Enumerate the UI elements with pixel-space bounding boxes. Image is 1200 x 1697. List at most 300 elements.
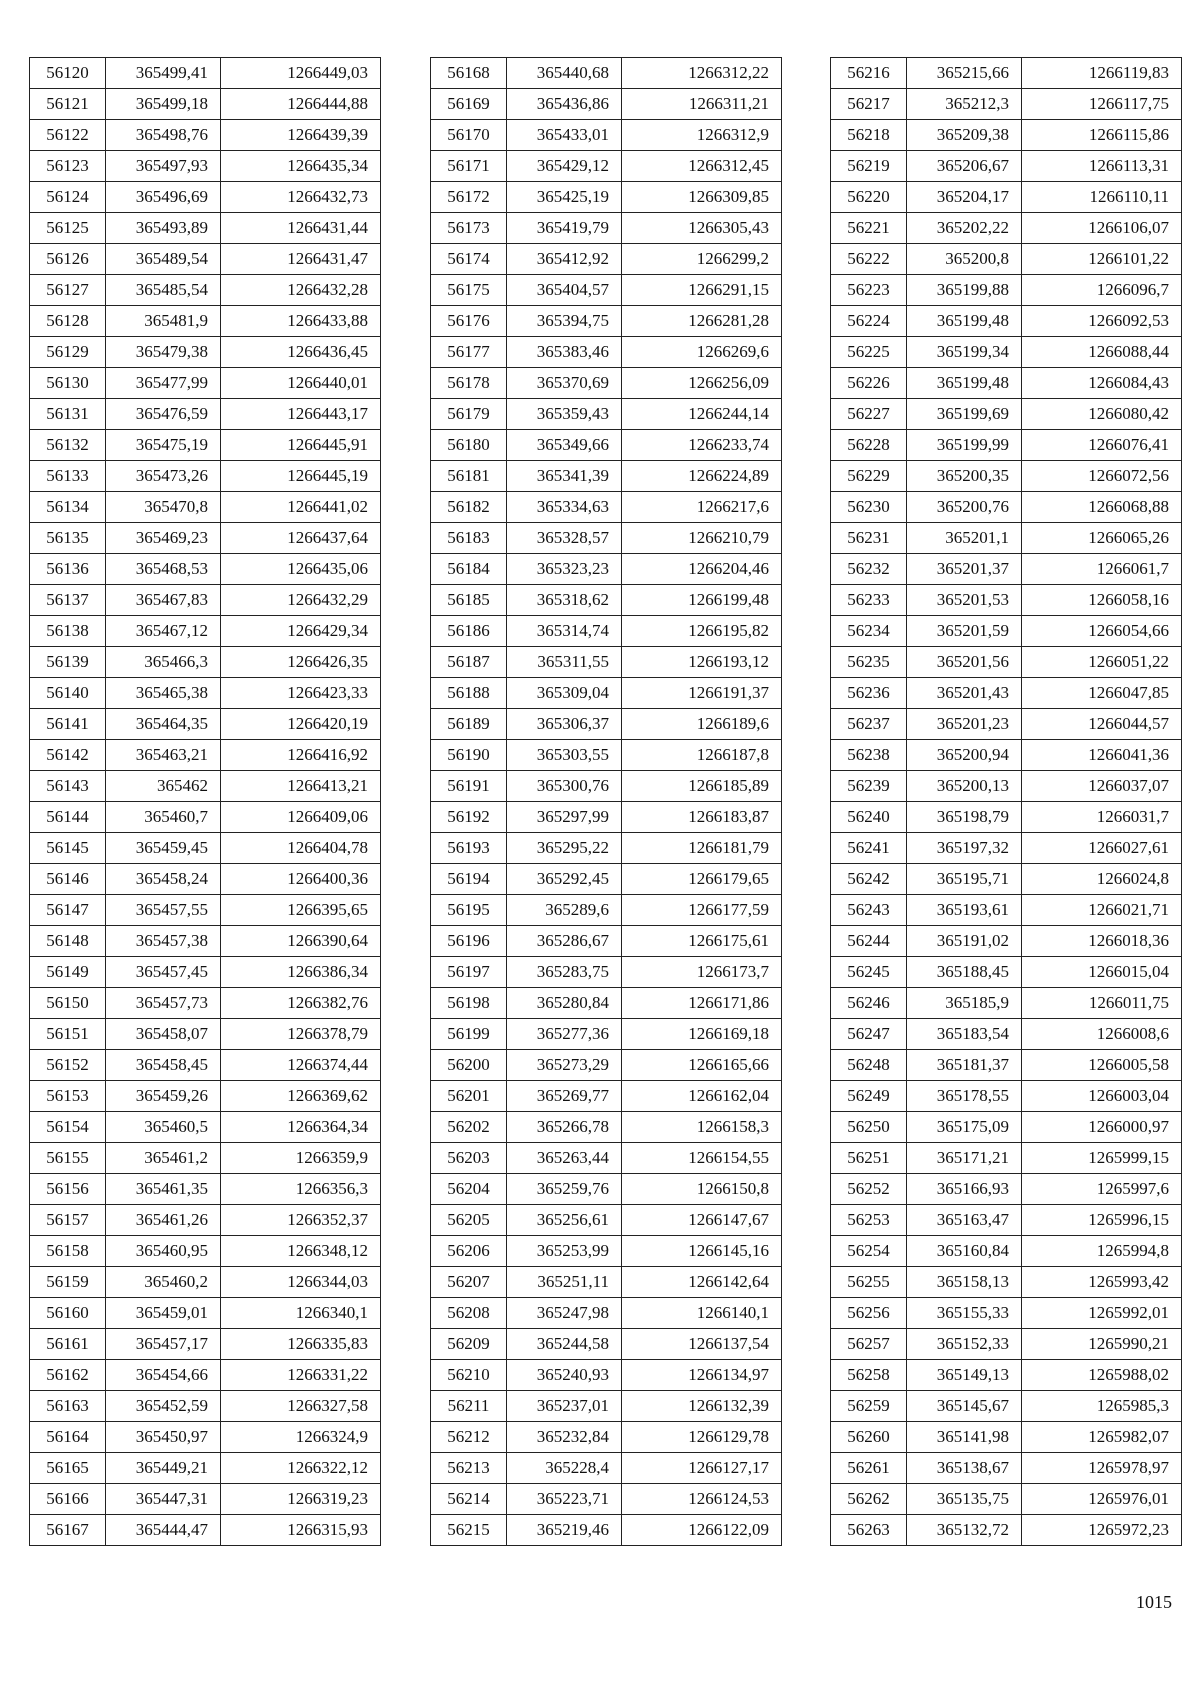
x-coordinate-cell: 365200,35 [907, 461, 1022, 492]
point-id-cell: 56145 [30, 833, 106, 864]
y-coordinate-cell: 1266003,04 [1022, 1081, 1182, 1112]
y-coordinate-cell: 1266193,12 [622, 647, 782, 678]
x-coordinate-cell: 365280,84 [507, 988, 622, 1019]
y-coordinate-cell: 1265972,23 [1022, 1515, 1182, 1546]
x-coordinate-cell: 365199,99 [907, 430, 1022, 461]
table-row [831, 1329, 1182, 1360]
y-coordinate-cell: 1266150,8 [622, 1174, 782, 1205]
point-id-cell: 56122 [30, 120, 106, 151]
y-coordinate-cell: 1266171,86 [622, 988, 782, 1019]
table-row [831, 1143, 1182, 1174]
y-coordinate-cell: 1266413,21 [221, 771, 381, 802]
y-coordinate-cell: 1266386,34 [221, 957, 381, 988]
y-coordinate-cell: 1266312,9 [622, 120, 782, 151]
y-coordinate-cell: 1266058,16 [1022, 585, 1182, 616]
table-row [831, 1267, 1182, 1298]
point-id-cell: 56148 [30, 926, 106, 957]
y-coordinate-cell: 1266433,88 [221, 306, 381, 337]
table-row [30, 616, 381, 647]
y-coordinate-cell: 1266084,43 [1022, 368, 1182, 399]
y-coordinate-cell: 1265978,97 [1022, 1453, 1182, 1484]
y-coordinate-cell: 1266110,11 [1022, 182, 1182, 213]
y-coordinate-cell: 1266044,57 [1022, 709, 1182, 740]
point-id-cell: 56157 [30, 1205, 106, 1236]
y-coordinate-cell: 1266199,48 [622, 585, 782, 616]
table-row [831, 151, 1182, 182]
y-coordinate-cell: 1266312,45 [622, 151, 782, 182]
point-id-cell: 56197 [431, 957, 507, 988]
x-coordinate-cell: 365470,8 [106, 492, 221, 523]
point-id-cell: 56172 [431, 182, 507, 213]
x-coordinate-cell: 365457,45 [106, 957, 221, 988]
table-row [30, 988, 381, 1019]
y-coordinate-cell: 1266416,92 [221, 740, 381, 771]
y-coordinate-cell: 1266335,83 [221, 1329, 381, 1360]
table-row [30, 833, 381, 864]
table-row [831, 1298, 1182, 1329]
y-coordinate-cell: 1266061,7 [1022, 554, 1182, 585]
x-coordinate-cell: 365223,71 [507, 1484, 622, 1515]
point-id-cell: 56192 [431, 802, 507, 833]
y-coordinate-cell: 1266000,97 [1022, 1112, 1182, 1143]
point-id-cell: 56144 [30, 802, 106, 833]
y-coordinate-cell: 1266106,07 [1022, 213, 1182, 244]
x-coordinate-cell: 365412,92 [507, 244, 622, 275]
x-coordinate-cell: 365436,86 [507, 89, 622, 120]
x-coordinate-cell: 365457,55 [106, 895, 221, 926]
point-id-cell: 56251 [831, 1143, 907, 1174]
table-row [431, 1267, 782, 1298]
x-coordinate-cell: 365459,45 [106, 833, 221, 864]
y-coordinate-cell: 1266322,12 [221, 1453, 381, 1484]
y-coordinate-cell: 1266177,59 [622, 895, 782, 926]
table-row [30, 58, 381, 89]
table-row [831, 461, 1182, 492]
point-id-cell: 56199 [431, 1019, 507, 1050]
point-id-cell: 56250 [831, 1112, 907, 1143]
table-row [30, 182, 381, 213]
point-id-cell: 56263 [831, 1515, 907, 1546]
table-row [431, 709, 782, 740]
table-row [831, 1081, 1182, 1112]
point-id-cell: 56187 [431, 647, 507, 678]
point-id-cell: 56132 [30, 430, 106, 461]
y-coordinate-cell: 1266140,1 [622, 1298, 782, 1329]
y-coordinate-cell: 1266054,66 [1022, 616, 1182, 647]
table-row [30, 647, 381, 678]
table-row [831, 864, 1182, 895]
table-row [431, 58, 782, 89]
point-id-cell: 56142 [30, 740, 106, 771]
point-id-cell: 56205 [431, 1205, 507, 1236]
table-row [831, 523, 1182, 554]
table-row [831, 833, 1182, 864]
x-coordinate-cell: 365286,67 [507, 926, 622, 957]
table-row [431, 151, 782, 182]
point-id-cell: 56171 [431, 151, 507, 182]
y-coordinate-cell: 1266344,03 [221, 1267, 381, 1298]
y-coordinate-cell: 1266142,64 [622, 1267, 782, 1298]
y-coordinate-cell: 1266101,22 [1022, 244, 1182, 275]
x-coordinate-cell: 365132,72 [907, 1515, 1022, 1546]
x-coordinate-cell: 365240,93 [507, 1360, 622, 1391]
point-id-cell: 56232 [831, 554, 907, 585]
table-row [431, 213, 782, 244]
x-coordinate-cell: 365475,19 [106, 430, 221, 461]
point-id-cell: 56185 [431, 585, 507, 616]
y-coordinate-cell: 1266364,34 [221, 1112, 381, 1143]
table-row [30, 337, 381, 368]
table-row [431, 647, 782, 678]
page-number: 1015 [1136, 1592, 1172, 1612]
x-coordinate-cell: 365499,18 [106, 89, 221, 120]
point-id-cell: 56123 [30, 151, 106, 182]
x-coordinate-cell: 365318,62 [507, 585, 622, 616]
y-coordinate-cell: 1266145,16 [622, 1236, 782, 1267]
y-coordinate-cell: 1266187,8 [622, 740, 782, 771]
x-coordinate-cell: 365461,2 [106, 1143, 221, 1174]
table-row [30, 1112, 381, 1143]
x-coordinate-cell: 365323,23 [507, 554, 622, 585]
point-id-cell: 56259 [831, 1391, 907, 1422]
y-coordinate-cell: 1266409,06 [221, 802, 381, 833]
point-id-cell: 56139 [30, 647, 106, 678]
x-coordinate-cell: 365497,93 [106, 151, 221, 182]
point-id-cell: 56239 [831, 771, 907, 802]
table-row [831, 1174, 1182, 1205]
y-coordinate-cell: 1266127,17 [622, 1453, 782, 1484]
x-coordinate-cell: 365178,55 [907, 1081, 1022, 1112]
x-coordinate-cell: 365201,56 [907, 647, 1022, 678]
x-coordinate-cell: 365463,21 [106, 740, 221, 771]
point-id-cell: 56198 [431, 988, 507, 1019]
y-coordinate-cell: 1266088,44 [1022, 337, 1182, 368]
x-coordinate-cell: 365149,13 [907, 1360, 1022, 1391]
y-coordinate-cell: 1266445,91 [221, 430, 381, 461]
point-id-cell: 56200 [431, 1050, 507, 1081]
y-coordinate-cell: 1266065,26 [1022, 523, 1182, 554]
point-id-cell: 56154 [30, 1112, 106, 1143]
x-coordinate-cell: 365215,66 [907, 58, 1022, 89]
point-id-cell: 56169 [431, 89, 507, 120]
table-row [30, 1329, 381, 1360]
x-coordinate-cell: 365253,99 [507, 1236, 622, 1267]
y-coordinate-cell: 1266374,44 [221, 1050, 381, 1081]
y-coordinate-cell: 1266309,85 [622, 182, 782, 213]
point-id-cell: 56224 [831, 306, 907, 337]
y-coordinate-cell: 1266359,9 [221, 1143, 381, 1174]
point-id-cell: 56195 [431, 895, 507, 926]
y-coordinate-cell: 1266444,88 [221, 89, 381, 120]
table-row [431, 1081, 782, 1112]
point-id-cell: 56196 [431, 926, 507, 957]
x-coordinate-cell: 365247,98 [507, 1298, 622, 1329]
table-row [431, 244, 782, 275]
y-coordinate-cell: 1266189,6 [622, 709, 782, 740]
point-id-cell: 56128 [30, 306, 106, 337]
table-row [831, 182, 1182, 213]
point-id-cell: 56256 [831, 1298, 907, 1329]
x-coordinate-cell: 365498,76 [106, 120, 221, 151]
y-coordinate-cell: 1266432,28 [221, 275, 381, 306]
table-row [30, 492, 381, 523]
point-id-cell: 56136 [30, 554, 106, 585]
x-coordinate-cell: 365200,8 [907, 244, 1022, 275]
point-id-cell: 56152 [30, 1050, 106, 1081]
table-row [30, 244, 381, 275]
table-row [831, 740, 1182, 771]
x-coordinate-cell: 365466,3 [106, 647, 221, 678]
table-row [30, 554, 381, 585]
table-row [431, 368, 782, 399]
x-coordinate-cell: 365155,33 [907, 1298, 1022, 1329]
y-coordinate-cell: 1266400,36 [221, 864, 381, 895]
x-coordinate-cell: 365334,63 [507, 492, 622, 523]
y-coordinate-cell: 1265994,8 [1022, 1236, 1182, 1267]
x-coordinate-cell: 365201,43 [907, 678, 1022, 709]
x-coordinate-cell: 365200,76 [907, 492, 1022, 523]
x-coordinate-cell: 365481,9 [106, 306, 221, 337]
point-id-cell: 56241 [831, 833, 907, 864]
y-coordinate-cell: 1266041,36 [1022, 740, 1182, 771]
x-coordinate-cell: 365489,54 [106, 244, 221, 275]
y-coordinate-cell: 1266015,04 [1022, 957, 1182, 988]
table-row [431, 306, 782, 337]
x-coordinate-cell: 365454,66 [106, 1360, 221, 1391]
x-coordinate-cell: 365309,04 [507, 678, 622, 709]
table-row [30, 1298, 381, 1329]
table-row [431, 1019, 782, 1050]
y-coordinate-cell: 1266390,64 [221, 926, 381, 957]
point-id-cell: 56137 [30, 585, 106, 616]
y-coordinate-cell: 1266210,79 [622, 523, 782, 554]
point-id-cell: 56226 [831, 368, 907, 399]
point-id-cell: 56217 [831, 89, 907, 120]
x-coordinate-cell: 365457,38 [106, 926, 221, 957]
point-id-cell: 56235 [831, 647, 907, 678]
x-coordinate-cell: 365266,78 [507, 1112, 622, 1143]
y-coordinate-cell: 1266311,21 [622, 89, 782, 120]
table-row [831, 616, 1182, 647]
point-id-cell: 56189 [431, 709, 507, 740]
x-coordinate-cell: 365201,53 [907, 585, 1022, 616]
y-coordinate-cell: 1266435,34 [221, 151, 381, 182]
point-id-cell: 56186 [431, 616, 507, 647]
y-coordinate-cell: 1266327,58 [221, 1391, 381, 1422]
table-row [831, 1515, 1182, 1546]
point-id-cell: 56249 [831, 1081, 907, 1112]
y-coordinate-cell: 1266158,3 [622, 1112, 782, 1143]
x-coordinate-cell: 365198,79 [907, 802, 1022, 833]
x-coordinate-cell: 365259,76 [507, 1174, 622, 1205]
table-row [431, 1391, 782, 1422]
y-coordinate-cell: 1266115,86 [1022, 120, 1182, 151]
x-coordinate-cell: 365468,53 [106, 554, 221, 585]
point-id-cell: 56170 [431, 120, 507, 151]
point-id-cell: 56194 [431, 864, 507, 895]
point-id-cell: 56207 [431, 1267, 507, 1298]
point-id-cell: 56245 [831, 957, 907, 988]
y-coordinate-cell: 1266021,71 [1022, 895, 1182, 926]
x-coordinate-cell: 365314,74 [507, 616, 622, 647]
table-row [30, 1050, 381, 1081]
table-row [431, 1453, 782, 1484]
table-row [831, 430, 1182, 461]
point-id-cell: 56149 [30, 957, 106, 988]
table-row [30, 275, 381, 306]
y-coordinate-cell: 1266431,47 [221, 244, 381, 275]
y-coordinate-cell: 1265990,21 [1022, 1329, 1182, 1360]
y-coordinate-cell: 1266005,58 [1022, 1050, 1182, 1081]
y-coordinate-cell: 1266008,6 [1022, 1019, 1182, 1050]
y-coordinate-cell: 1266404,78 [221, 833, 381, 864]
point-id-cell: 56133 [30, 461, 106, 492]
y-coordinate-cell: 1266018,36 [1022, 926, 1182, 957]
x-coordinate-cell: 365328,57 [507, 523, 622, 554]
table-row [831, 58, 1182, 89]
y-coordinate-cell: 1266395,65 [221, 895, 381, 926]
point-id-cell: 56242 [831, 864, 907, 895]
y-coordinate-cell: 1266324,9 [221, 1422, 381, 1453]
point-id-cell: 56222 [831, 244, 907, 275]
y-coordinate-cell: 1266096,7 [1022, 275, 1182, 306]
table-row [831, 1360, 1182, 1391]
x-coordinate-cell: 365263,44 [507, 1143, 622, 1174]
x-coordinate-cell: 365476,59 [106, 399, 221, 430]
x-coordinate-cell: 365440,68 [507, 58, 622, 89]
point-id-cell: 56201 [431, 1081, 507, 1112]
point-id-cell: 56160 [30, 1298, 106, 1329]
table-row [831, 554, 1182, 585]
x-coordinate-cell: 365473,26 [106, 461, 221, 492]
point-id-cell: 56134 [30, 492, 106, 523]
table-row [30, 399, 381, 430]
y-coordinate-cell: 1266169,18 [622, 1019, 782, 1050]
table-row [431, 585, 782, 616]
table-row [431, 833, 782, 864]
point-id-cell: 56214 [431, 1484, 507, 1515]
y-coordinate-cell: 1266439,39 [221, 120, 381, 151]
y-coordinate-cell: 1266256,09 [622, 368, 782, 399]
x-coordinate-cell: 365359,43 [507, 399, 622, 430]
y-coordinate-cell: 1266291,15 [622, 275, 782, 306]
point-id-cell: 56179 [431, 399, 507, 430]
point-id-cell: 56167 [30, 1515, 106, 1546]
x-coordinate-cell: 365206,67 [907, 151, 1022, 182]
x-coordinate-cell: 365462 [106, 771, 221, 802]
y-coordinate-cell: 1266183,87 [622, 802, 782, 833]
table-row [831, 306, 1182, 337]
point-id-cell: 56168 [431, 58, 507, 89]
point-id-cell: 56141 [30, 709, 106, 740]
table-row [431, 1422, 782, 1453]
table-row [431, 895, 782, 926]
point-id-cell: 56206 [431, 1236, 507, 1267]
y-coordinate-cell: 1265999,15 [1022, 1143, 1182, 1174]
y-coordinate-cell: 1265997,6 [1022, 1174, 1182, 1205]
y-coordinate-cell: 1266204,46 [622, 554, 782, 585]
table-row [831, 1019, 1182, 1050]
y-coordinate-cell: 1266031,7 [1022, 802, 1182, 833]
point-id-cell: 56247 [831, 1019, 907, 1050]
y-coordinate-cell: 1266281,28 [622, 306, 782, 337]
table-row [30, 1081, 381, 1112]
x-coordinate-cell: 365458,07 [106, 1019, 221, 1050]
x-coordinate-cell: 365311,55 [507, 647, 622, 678]
table-row [831, 1453, 1182, 1484]
point-id-cell: 56135 [30, 523, 106, 554]
table-row [30, 89, 381, 120]
point-id-cell: 56175 [431, 275, 507, 306]
y-coordinate-cell: 1266423,33 [221, 678, 381, 709]
point-id-cell: 56190 [431, 740, 507, 771]
y-coordinate-cell: 1266080,42 [1022, 399, 1182, 430]
table-row [431, 89, 782, 120]
table-row [431, 1236, 782, 1267]
table-row [431, 740, 782, 771]
x-coordinate-cell: 365228,4 [507, 1453, 622, 1484]
x-coordinate-cell: 365450,97 [106, 1422, 221, 1453]
point-id-cell: 56204 [431, 1174, 507, 1205]
table-row [831, 492, 1182, 523]
point-id-cell: 56218 [831, 120, 907, 151]
x-coordinate-cell: 365370,69 [507, 368, 622, 399]
point-id-cell: 56229 [831, 461, 907, 492]
y-coordinate-cell: 1265985,3 [1022, 1391, 1182, 1422]
table-row [831, 647, 1182, 678]
point-id-cell: 56184 [431, 554, 507, 585]
point-id-cell: 56213 [431, 1453, 507, 1484]
x-coordinate-cell: 365251,11 [507, 1267, 622, 1298]
point-id-cell: 56147 [30, 895, 106, 926]
x-coordinate-cell: 365277,36 [507, 1019, 622, 1050]
table-row [30, 151, 381, 182]
x-coordinate-cell: 365341,39 [507, 461, 622, 492]
y-coordinate-cell: 1265976,01 [1022, 1484, 1182, 1515]
point-id-cell: 56211 [431, 1391, 507, 1422]
y-coordinate-cell: 1266137,54 [622, 1329, 782, 1360]
y-coordinate-cell: 1266124,53 [622, 1484, 782, 1515]
y-coordinate-cell: 1266072,56 [1022, 461, 1182, 492]
table-row [30, 678, 381, 709]
point-id-cell: 56233 [831, 585, 907, 616]
x-coordinate-cell: 365201,1 [907, 523, 1022, 554]
y-coordinate-cell: 1266269,6 [622, 337, 782, 368]
point-id-cell: 56138 [30, 616, 106, 647]
x-coordinate-cell: 365135,75 [907, 1484, 1022, 1515]
point-id-cell: 56146 [30, 864, 106, 895]
x-coordinate-cell: 365457,17 [106, 1329, 221, 1360]
table-row [831, 213, 1182, 244]
y-coordinate-cell: 1266420,19 [221, 709, 381, 740]
table-row [431, 1484, 782, 1515]
y-coordinate-cell: 1266429,34 [221, 616, 381, 647]
x-coordinate-cell: 365212,3 [907, 89, 1022, 120]
point-id-cell: 56261 [831, 1453, 907, 1484]
point-id-cell: 56126 [30, 244, 106, 275]
point-id-cell: 56254 [831, 1236, 907, 1267]
table-row [831, 244, 1182, 275]
y-coordinate-cell: 1266117,75 [1022, 89, 1182, 120]
table-row [431, 1112, 782, 1143]
x-coordinate-cell: 365460,7 [106, 802, 221, 833]
table-row [30, 461, 381, 492]
table-row [431, 616, 782, 647]
point-id-cell: 56156 [30, 1174, 106, 1205]
table-row [431, 957, 782, 988]
x-coordinate-cell: 365185,9 [907, 988, 1022, 1019]
y-coordinate-cell: 1266312,22 [622, 58, 782, 89]
